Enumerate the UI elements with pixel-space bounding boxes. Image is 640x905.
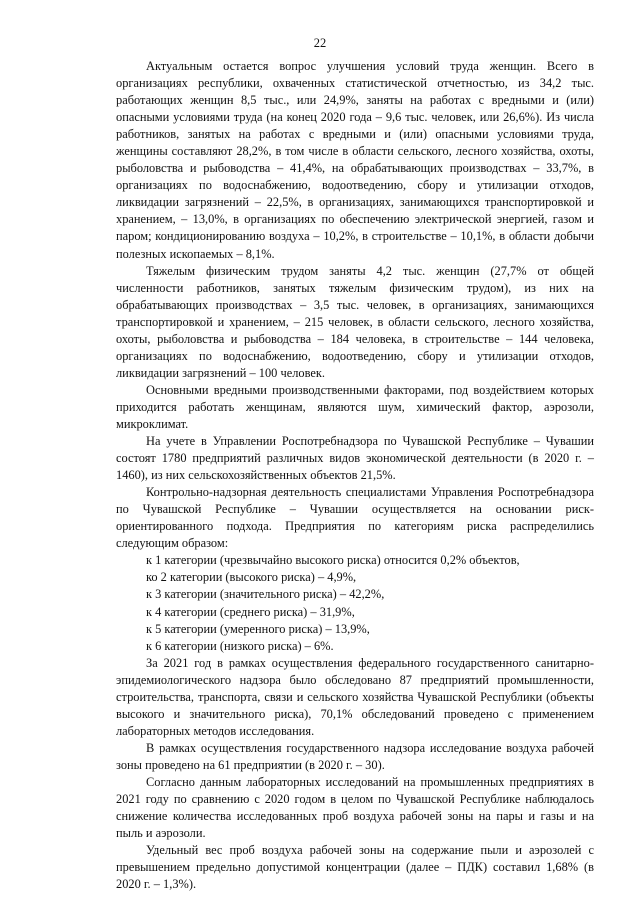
risk-category-list	[116, 552, 594, 654]
page-number: 22	[313, 36, 327, 50]
paragraph-lab-data: Согласно данным лабораторных исследований на промышленных предприятиях в 2021 году по сравнению с 2020 годом в целом по Чувашской Республике наблюдалось снижение количества исследованных проб воздуха рабочей зоны на пары и газы и на пыль и аэрозоли.	[116, 774, 594, 841]
list-item: к 1 категории (чрезвычайно высокого риска) относится 0,2% объектов,	[146, 553, 520, 568]
paragraph-risk-approach: Контрольно-надзорная деятельность специалистами Управления Роспотребнадзора по Чувашской Республике – Чувашии осуществляется на основании риск-ориентированного подхода. Предприятия по категориям риска распределились следующим образом:	[116, 485, 594, 551]
list-item: к 5 категории (умеренного риска) – 13,9%,	[146, 621, 370, 636]
list-item: к 4 категории (среднего риска) – 31,9%,	[146, 604, 355, 619]
list-item: к 3 категории (значительного риска) – 42,2%,	[146, 587, 385, 602]
paragraph-heavy-physical-labor: Тяжелым физическим трудом заняты 4,2 тыс. женщин (27,7% от общей численности работников, занятых тяжелым физическим трудом), из них на обрабатывающих производствах – 3,5 тыс. человек, в организациях, занимающихся транспортировкой и хранением, – 215 человек, в области сельского, лесного хозяйства, охоты, рыболовства и рыбоводства – 184 человека, в строительстве – 144 человека, организациях по водоснабжению, водоотведению, сбору и утилизации отходов, ликвидации загрязнений – 100 человек.	[116, 263, 594, 380]
paragraph-dust-samples: Удельный вес проб воздуха рабочей зоны на содержание пыли и аэрозолей с превышением предельно допустимой концентрации (далее – ПДК) составил 1,68% (в 2020 г. – 1,3%).	[116, 843, 594, 892]
paragraph-women-working-conditions: Актуальным остается вопрос улучшения условий труда женщин. Всего в организациях республики, охваченных статистической отчетностью, из 34,2 тыс. работающих женщин 8,5 тыс., или 24,9%, заняты на работах с вредными и (или) опасными условиями труда (на конец 2020 года – 9,6 тыс. человек, или 26,6%). Из числа работников, занятых на работах с вредными и (или) опасными условиями труда, женщины составляют 28,2%, в том числе в области сельского, лесного хозяйства, охоты, рыболовства и рыбоводства – 41,4%, на обрабатывающих производствах – 33,7%, в организациях по водоснабжению, водоотведению, сбору и утилизации отходов, ликвидации загрязнений – 22,5%, в организациях, занимающихся транспортировкой и хранением, – 13,0%, в организациях по обеспечению электрической энергией, газом и паром; кондиционированию воздуха – 10,2%, в строительстве – 10,1%, в области добычи полезных ископаемых – 8,1%.	[116, 59, 594, 261]
paragraph-air-research: В рамках осуществления государственного надзора исследование воздуха рабочей зоны проведено на 61 предприятии (в 2020 г. – 30).	[116, 740, 594, 772]
paragraph-harmful-factors: Основными вредными производственными факторами, под воздействием которых приходится работать женщинам, являются шум, химический фактор, аэрозоли, микроклимат.	[116, 382, 594, 431]
list-item: к 6 категории (низкого риска) – 6%.	[146, 638, 334, 653]
list-item: ко 2 категории (высокого риска) – 4,9%,	[146, 570, 357, 585]
document-body	[116, 58, 594, 893]
paragraph-registered-enterprises: На учете в Управлении Роспотребнадзора по Чувашской Республике – Чувашии состоят 1780 предприятий различных видов экономической деятельности (в 2020 г. – 1460), из них сельскохозяйственных объектов 21,5%.	[116, 434, 594, 483]
paragraph-federal-supervision: За 2021 год в рамках осуществления федерального государственного санитарно-эпидемиологического надзора было обследовано 87 предприятий промышленности, строительства, транспорта, связи и сельского хозяйства Чувашской Республики (объекты высокого и значительного риска), 70,1% обследований проведено с применением лабораторных методов исследования.	[116, 655, 594, 738]
